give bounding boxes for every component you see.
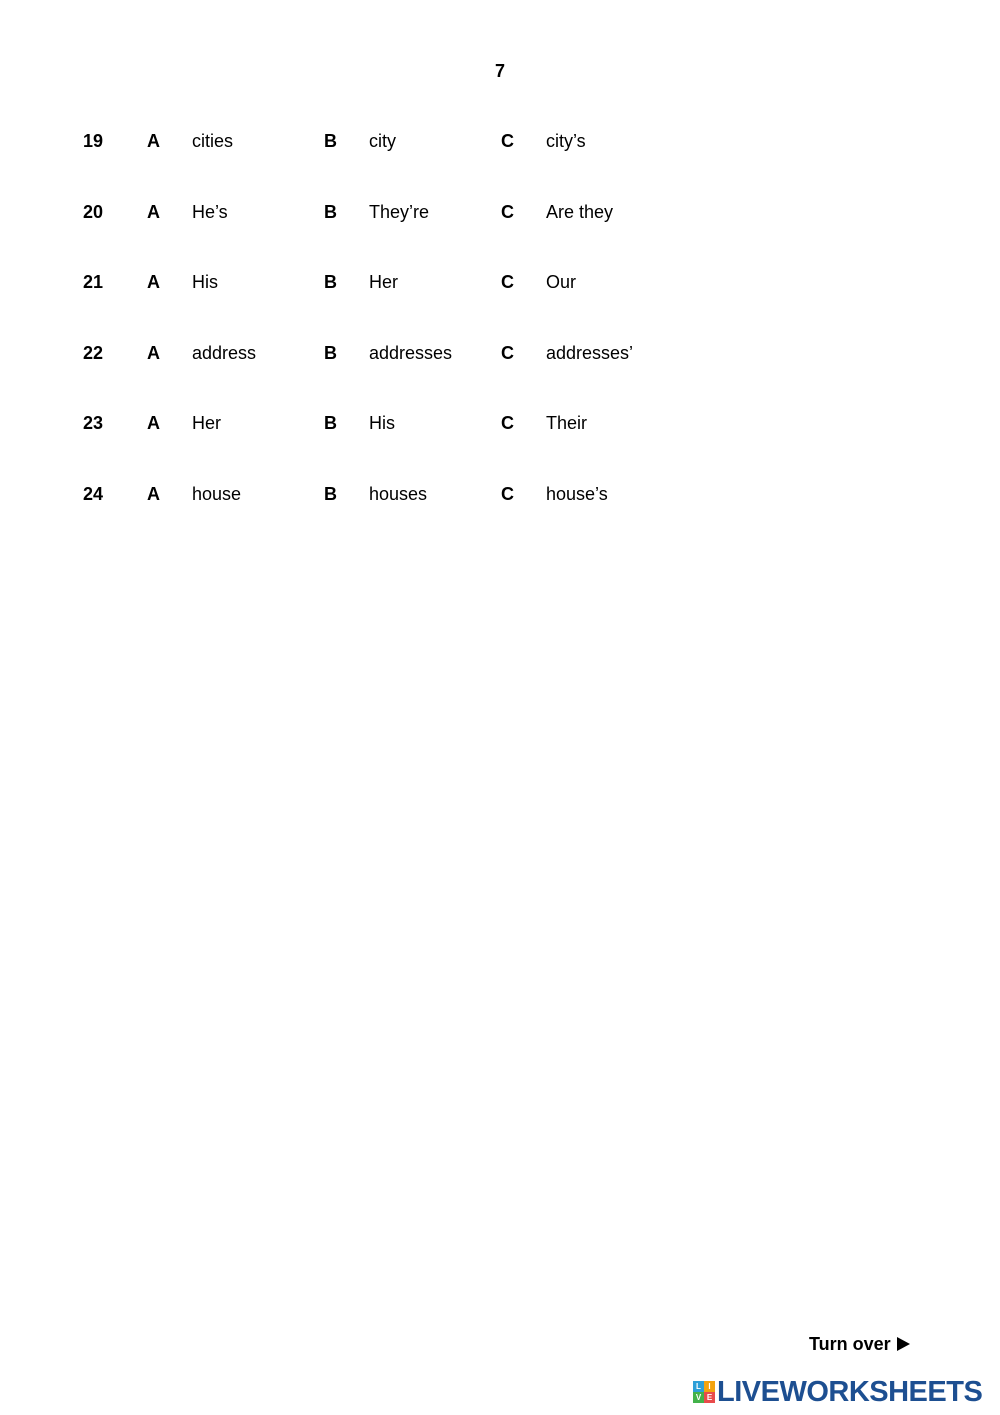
option-letter-b: B [324, 131, 337, 151]
option-letter-b: B [324, 201, 337, 222]
option-b[interactable]: houses [369, 483, 428, 504]
option-b[interactable]: They’re [369, 201, 430, 222]
option-letter-c: C [501, 131, 514, 151]
option-c[interactable]: Our [546, 272, 577, 293]
brand-name: LIVEWORKSHEETS [717, 1376, 983, 1408]
logo-tile: L [693, 1381, 704, 1392]
question-number: 23 [83, 413, 104, 434]
option-c[interactable]: house’s [546, 483, 608, 504]
option-letter-c: C [501, 272, 514, 293]
option-letter-c: C [501, 483, 514, 504]
option-b[interactable]: Her [369, 272, 399, 293]
option-letter-a: A [147, 483, 160, 504]
logo-tile: E [704, 1392, 715, 1403]
question-row [0, 200, 1000, 271]
question-row [0, 341, 1000, 412]
option-letter-a: A [147, 272, 160, 293]
option-letter-b: B [324, 272, 337, 293]
option-c[interactable]: Their [546, 413, 588, 434]
option-letter-a: A [147, 413, 160, 434]
question-number: 24 [83, 483, 104, 504]
option-a[interactable]: house [192, 483, 242, 504]
option-letter-b: B [324, 342, 337, 363]
option-letter-c: C [501, 342, 514, 363]
question-number: 20 [83, 201, 104, 222]
option-a[interactable]: address [192, 342, 257, 363]
page-number: 7 [494, 61, 505, 81]
option-b[interactable]: His [369, 413, 395, 434]
question-number: 19 [83, 131, 104, 151]
liveworksheets-logo-icon [693, 1381, 715, 1403]
logo-tile: I [704, 1381, 715, 1392]
question-row [0, 129, 1000, 200]
option-a[interactable]: He’s [192, 201, 228, 222]
option-b[interactable]: city [369, 131, 396, 151]
option-letter-b: B [324, 483, 337, 504]
question-row [0, 482, 1000, 553]
option-a[interactable]: Her [192, 413, 222, 434]
option-letter-a: A [147, 201, 160, 222]
option-letter-a: A [147, 342, 160, 363]
question-number: 21 [83, 272, 104, 293]
option-c[interactable]: addresses’ [546, 342, 634, 363]
turn-over-label [809, 1333, 910, 1355]
option-letter-b: B [324, 413, 337, 434]
option-c[interactable]: city’s [546, 131, 586, 151]
option-a[interactable]: His [192, 272, 218, 293]
right-triangle-arrow-icon [897, 1337, 910, 1351]
logo-tile: V [693, 1392, 704, 1403]
question-row [0, 411, 1000, 482]
option-letter-c: C [501, 201, 514, 222]
option-letter-a: A [147, 131, 160, 151]
question-list [0, 129, 1000, 553]
question-row [0, 270, 1000, 341]
option-letter-c: C [501, 413, 514, 434]
option-b[interactable]: addresses [369, 342, 453, 363]
option-a[interactable]: cities [192, 131, 234, 151]
question-number: 22 [83, 342, 104, 363]
turn-over-text: Turn over [809, 1334, 891, 1354]
option-c[interactable]: Are they [546, 201, 614, 222]
liveworksheets-brand [693, 1376, 982, 1408]
